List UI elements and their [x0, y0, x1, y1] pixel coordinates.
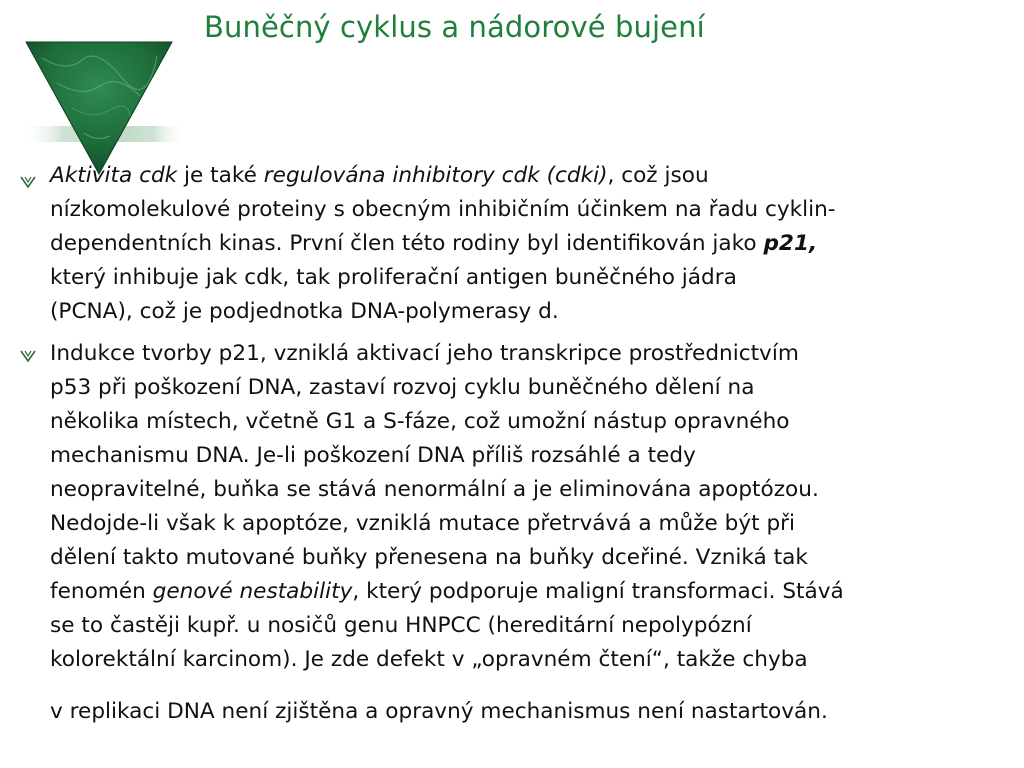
text-span: několika místech, včetně G1 a S-fáze, což umožní nástup opravného	[50, 409, 790, 434]
bullet-line	[50, 542, 808, 574]
text-span: , který podporuje maligní transformaci. Stává	[352, 579, 844, 604]
text-span: regulována inhibitory cdk (cdki)	[263, 163, 608, 188]
bullet-line	[50, 194, 836, 226]
text-span: (PCNA), což je podjednotka DNA-polymerasy d.	[50, 299, 559, 324]
text-span: Nedojde-li však k apoptóze, vzniklá mutace přetrvává a může být při	[50, 511, 796, 536]
slide-title: Buněčný cyklus a nádorové bujení	[204, 10, 705, 44]
bullet-line	[50, 338, 799, 370]
text-span: p21,	[763, 231, 818, 256]
text-span: neopravitelné, buňka se stává nenormální a je eliminována apoptózou.	[50, 477, 819, 502]
bullet-line	[50, 372, 754, 404]
check-arrow-icon	[20, 174, 38, 192]
bullet-line	[50, 262, 737, 294]
text-span: Indukce tvorby p21, vzniklá aktivací jeho transkripce prostřednictvím	[50, 341, 799, 366]
text-span: Aktivita cdk	[50, 163, 178, 188]
bullet-line	[50, 406, 789, 438]
text-span: p53 při poškození DNA, zastaví rozvoj cyklu buněčného dělení na	[50, 375, 755, 400]
bullet-line	[50, 644, 808, 676]
bullet-line	[50, 474, 819, 506]
logo	[22, 38, 187, 178]
text-span: kolorektální karcinom). Je zde defekt v „opravném čtení“, takže chyba	[50, 647, 808, 672]
logo-triangle-icon	[22, 38, 187, 178]
check-arrow-icon	[20, 348, 38, 366]
text-span: genové nestability	[152, 579, 353, 604]
text-span: který inhibuje jak cdk, tak proliferační antigen buněčného jádra	[50, 265, 737, 290]
bullet-line	[50, 440, 696, 472]
text-span: je také	[177, 163, 264, 188]
bullet-line	[50, 696, 828, 728]
text-span: dependentních kinas. První člen této rodiny byl identifikován jako	[50, 231, 764, 256]
bullet-line	[50, 160, 709, 192]
bullet-line	[50, 576, 844, 608]
bullet-line	[50, 610, 752, 642]
bullet-line	[50, 228, 817, 260]
text-span: v replikaci DNA není zjištěna a opravný mechanismus není nastartován.	[50, 699, 828, 724]
bullet-line	[50, 508, 795, 540]
bullet-line	[50, 296, 559, 328]
text-span: dělení takto mutované buňky přenesena na buňky dceřiné. Vzniká tak	[50, 545, 808, 570]
text-span: mechanismu DNA. Je-li poškození DNA příliš rozsáhlé a tedy	[50, 443, 696, 468]
text-span: nízkomolekulové proteiny s obecným inhibičním účinkem na řadu cyklin-	[50, 197, 836, 222]
text-span: fenomén	[50, 579, 153, 604]
text-span: , což jsou	[607, 163, 709, 188]
text-span: se to častěji kupř. u nosičů genu HNPCC (hereditární nepolypózní	[50, 613, 752, 638]
